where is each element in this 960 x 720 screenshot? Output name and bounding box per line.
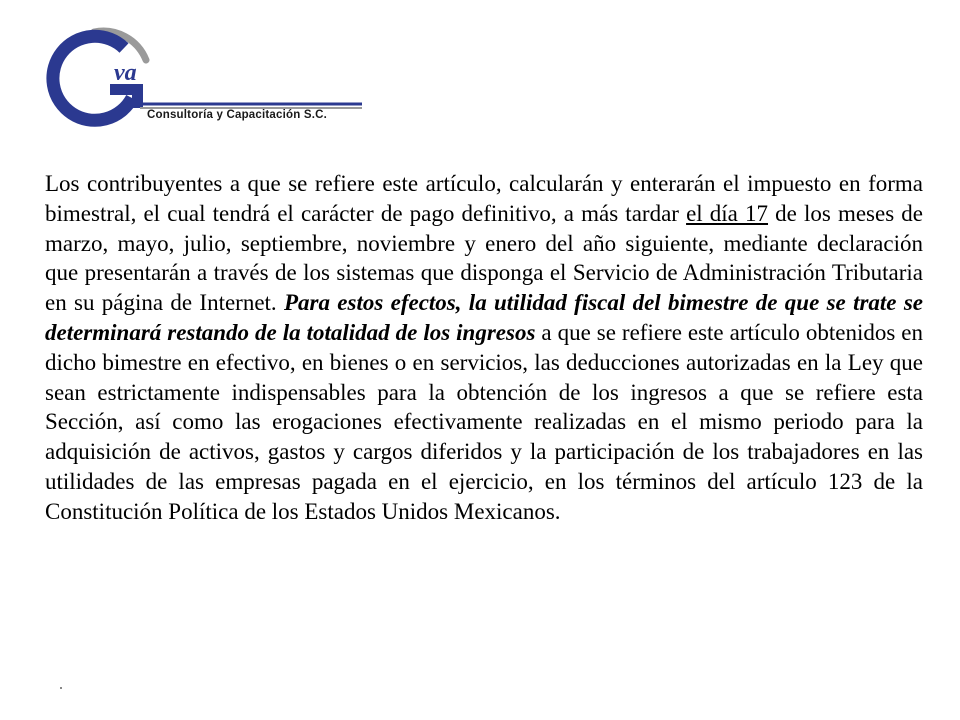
emphasized-text: Para estos efectos, la utilidad fiscal del bimestre de que se trate se determinará restando de la totalidad de los ingresos: [45, 290, 923, 345]
logo-letters: va: [114, 60, 137, 86]
article-paragraph: [45, 169, 923, 527]
paragraph-text-1: Los contribuyentes a que se refiere este artículo, calcularán y enterarán el impuesto en forma bimestral, el cual tendrá el carácter de pago definitivo, a más tardar: [45, 171, 923, 226]
deadline-underlined: el día 17: [686, 200, 769, 226]
paragraph-text-3: a que se refiere este artículo obtenidos en dicho bimestre en efectivo, en bienes o en servicios, las deducciones autorizadas en la Ley que sean estrictamente indispensables para la obtención de los ingresos a que se refiere esta Sección, así como las erogaciones efectivamente realizadas en el mismo periodo para la adquisición de activos, gastos y cargos diferidos y la participación de los trabajadores en las utilidades de las empresas pagada en el ejercicio, en los términos del artículo 123 de la Constitución Política de los Estados Unidos Mexicanos.: [45, 319, 923, 524]
stray-dot: [60, 687, 62, 689]
logo-caption: Consultoría y Capacitación S.C.: [147, 109, 328, 121]
paragraph-text-2: de los meses de marzo, mayo, julio, septiembre, noviembre y enero del año siguiente, mediante declaración que presentarán a través de los sistemas que disponga el Servicio de Administración Tributaria en su página de Internet.: [45, 200, 923, 316]
company-logo: [28, 20, 368, 130]
